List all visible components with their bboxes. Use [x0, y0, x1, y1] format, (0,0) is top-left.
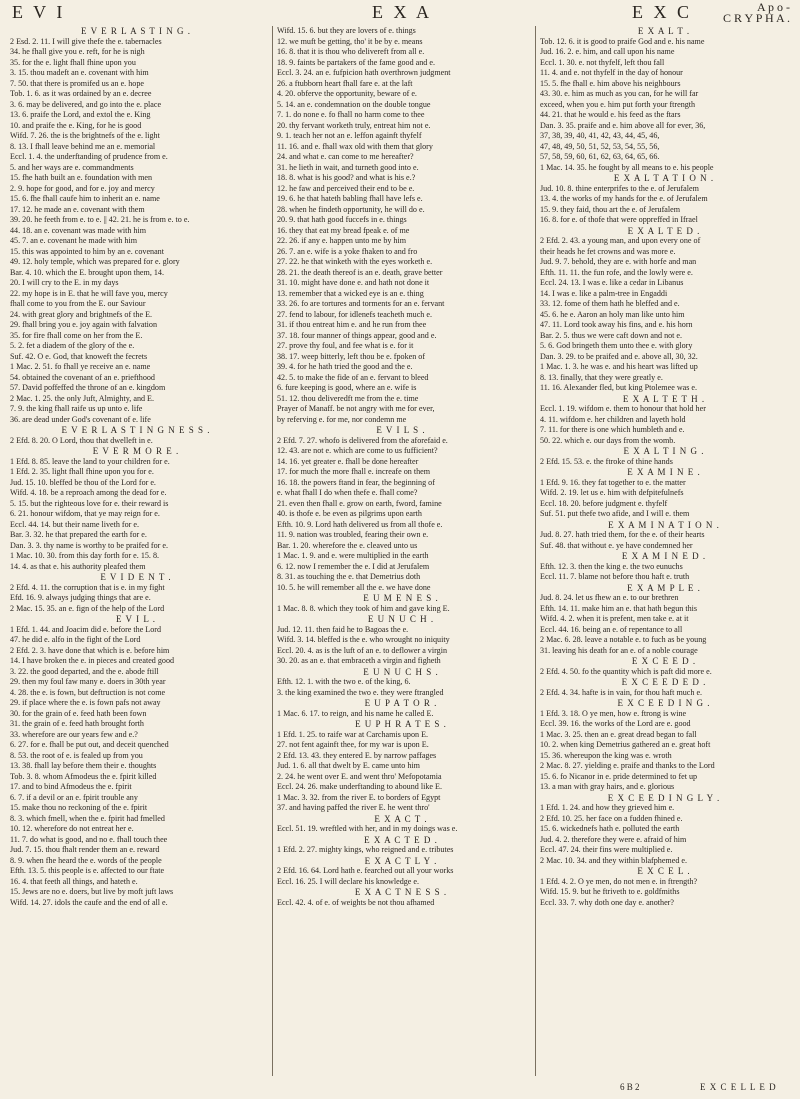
entry-heading: E U N U C H . [367, 614, 435, 624]
concordance-line: their heads he fet crowns and was more e. [540, 246, 676, 256]
concordance-line: fhall come to you from the E. our Saviour [10, 299, 146, 308]
concordance-line: Eccl. 3. 24. an e. fufpicion hath overthrown judgment [277, 68, 451, 77]
concordance-line: 1 Efd. 1. 24. and how they grieved him e. [540, 803, 675, 812]
concordance-line: 38. 17. weep bitterly, left thou be e. fpoken of [277, 351, 426, 361]
concordance-line: Jud. 8. 27. hath tried them, for the e. of their hearts [540, 530, 705, 539]
concordance-line: 11. 7. do what is good, and no e. fhall touch thee [10, 834, 168, 844]
concordance-line: Eccl. 1. 19. wifdom e. them to honour that hold her [540, 404, 706, 413]
concordance-line: 13. 38. fhall lay before them their e. thoughts [10, 761, 157, 770]
concordance-line: 12. he faw and perceived their end to be e. [277, 183, 415, 193]
concordance-line: Wifd. 15. 6. but they are lovers of e. things [277, 26, 416, 35]
concordance-line: Dan. 3. 3. thy name is worthy to be praifed for e. [10, 540, 169, 550]
concordance-line: 8. 53. the root of e. is fealed up from you [10, 750, 143, 760]
concordance-line: Efth. 12. 3. then the king e. the two eunuchs [540, 561, 683, 571]
concordance-line: Wifd. 2. 19. let us e. him with defpitefulnefs [540, 488, 684, 497]
concordance-line: 7. 50. that there is promifed us an e. hope [10, 78, 144, 88]
entry-heading: E X C E L . [637, 866, 691, 876]
concordance-line: 22. 26. if any e. happen unto me by him [277, 236, 407, 245]
concordance-line: 6. 7. if a devil or an e. fpirit trouble any [10, 792, 138, 802]
concordance-line: 12. we muft be getting, tho' it be by e. means [277, 36, 423, 46]
concordance-line: Eccl. 20. 4. as is the luft of an e. to deflower a virgin [277, 645, 447, 655]
entry-heading: E X C E E D E D . [621, 677, 707, 687]
page-header [0, 0, 800, 24]
entry-heading: E V E R M O R E . [92, 446, 180, 456]
concordance-line: 51. 12. thou deliveredft me from the e. time [277, 393, 419, 403]
concordance-line: 37, 38, 39, 40, 41, 42, 43, 44, 45, 46, [540, 131, 660, 140]
concordance-line: 45. 6. he e. Aaron an holy man like unto him [540, 309, 685, 319]
concordance-line: 33. 12. fome of them hath he bleffed and e. [540, 299, 680, 308]
column-right [535, 26, 788, 1076]
concordance-line: 14. I was e. like a palm-tree in Engaddi [540, 288, 668, 298]
concordance-line: 1 Mac. 1. 9. and e. were multiplied in the earth [277, 551, 429, 560]
entry-heading: E X A C T L Y . [364, 855, 438, 866]
concordance-line: 5. 15. but the righteous love for e. their reward is [10, 498, 169, 508]
catchword: E X C E L L E D [700, 1082, 777, 1092]
concordance-line: Eccl. 24. 26. make underftanding to abound like E. [277, 782, 442, 791]
concordance-line: 14. 4. as that e. his authority pleafed them [10, 561, 146, 571]
concordance-line: Jud. 15. 10. bleffed be thou of the Lord for e. [10, 477, 156, 487]
concordance-line: Eccl. 16. 25. I will declare his knowledge e. [277, 876, 420, 886]
concordance-line: 1 Mac. 8. 8. which they took of him and gave king E. [277, 603, 450, 613]
concordance-line: 2 Efd. 2. 43. a young man, and upon every one of [540, 236, 701, 245]
concordance-line: 20. I will cry to the E. in my days [10, 278, 119, 287]
concordance-line: 11. 16. Alexander fled, but king Ptolemee was e. [540, 383, 698, 392]
concordance-line: 1 Mac. 14. 35. he fought by all means to e. his people [540, 162, 714, 172]
entry-heading: E X A M I N E D . [621, 551, 707, 561]
concordance-line: 47. he did e. alfo in the fight of the Lord [10, 635, 141, 644]
concordance-line: 3. 22. the good departed, and the e. abode ftill [10, 666, 159, 676]
concordance-line: Bar. 4. 10. which the E. brought upon them, 14. [10, 267, 164, 277]
concordance-line: 11. 16. and e. fhall wax old with them that glory [277, 141, 433, 151]
concordance-line: 16. 8. for e. of thofe that were oppreffed in Ifrael [540, 215, 698, 224]
concordance-line: 29. if place where the e. is fown pafs not away [10, 698, 161, 707]
concordance-line: Efth. 14. 11. make him an e. that hath begun this [540, 603, 698, 613]
concordance-line: 13. 6. praife the Lord, and extol the e. King [10, 110, 151, 119]
concordance-line: Eccl. 44. 16. being an e. of repentance to all [540, 624, 683, 634]
concordance-line: 8. 31. as touching the e. that Demetrius doth [277, 572, 421, 581]
concordance-line: Eccl. 33. 7. why doth one day e. another? [540, 897, 674, 907]
concordance-line: e. what fhall I do when thefe e. fhall come? [277, 488, 418, 497]
entry-heading: E V E R L A S T I N G N E S S . [61, 425, 211, 435]
concordance-line: 2 Efd. 4. 11. the corruption that is e. in my fight [10, 582, 165, 592]
column-left [10, 26, 262, 1076]
concordance-line: 33. 26. fo are tortures and torments for an e. fervant [277, 299, 445, 308]
concordance-line: Suf. 48. that without e. ye have condemned her [540, 540, 693, 550]
concordance-line: Eccl. 18. 20. before judgment e. thyfelf [540, 498, 668, 508]
entry-heading: E U P A T O R . [364, 698, 438, 708]
concordance-line: 1 Efd. 9. 16. they fat together to e. the matter [540, 477, 686, 487]
concordance-line: 4. 11. wifdom e. her children and layeth hold [540, 414, 686, 424]
running-head-right: E X C [632, 2, 692, 22]
concordance-line: 2 Mac. 1. 25. the only Juft, Almighty, and E. [10, 393, 155, 403]
concordance-line: 16. 8. that it is thou who delivereft from all e. [277, 47, 425, 56]
concordance-line: 12. 43. are not e. which are come to us fufficient? [277, 446, 438, 455]
concordance-line: 4. 28. the e. is fown, but deftruction is not come [10, 687, 166, 697]
entry-heading: E X A L T E D . [627, 225, 701, 236]
concordance-line: 47, 48, 49, 50, 51, 52, 53, 54, 55, 56, [540, 141, 660, 151]
concordance-line: 7. 11. for there is one which humbleth and e. [540, 425, 685, 434]
concordance-line: 8. 13. I fhall leave behind me an e. memorial [10, 141, 156, 151]
concordance-line: 2 Efd. 13. 43. they entered E. by narrow paffages [277, 750, 437, 760]
signature-mark: 6 B 2 [620, 1082, 640, 1092]
concordance-line: 47. 11. Lord took away his fins, and e. his horn [540, 320, 693, 329]
concordance-line: 16. 4. that feeth all things, and hateth e. [10, 876, 138, 886]
entry-heading: E X A M I N E . [627, 467, 701, 477]
concordance-line: 6. 27. for e. fhall be put out, and deceit quenched [10, 740, 169, 749]
concordance-line: 1 Mac. 1. 3. he was e. and his heart was lifted up [540, 362, 698, 371]
concordance-line: 13. a man with gray hairs, and e. glorious [540, 782, 675, 791]
running-head-center: E X A [372, 2, 432, 22]
concordance-line: 26. 7. an e. wife is a yoke fhaken to and fro [277, 246, 418, 256]
concordance-line: 15. 6. wickednefs hath e. polluted the earth [540, 824, 680, 833]
concordance-line: 10. 5. he will remember all the e. we have done [277, 582, 431, 592]
concordance-line: 2 Efd. 16. 64. Lord hath e. fearched out all your works [277, 866, 454, 875]
concordance-line: 31. he lieth in wait, and turneth good into e. [277, 162, 419, 172]
concordance-line: Wifd. 14. 27. idols the caufe and the end of all e. [10, 897, 168, 907]
concordance-line: 1 Mac. 3. 25. then an e. great dread began to fall [540, 729, 697, 739]
concordance-line: 3. 15. thou madeft an e. covenant with him [10, 68, 149, 77]
concordance-line: 28. 21. the death thereof is an e. death, grave better [277, 267, 443, 277]
concordance-line: 35. for fire fhall come on her from the E. [10, 330, 143, 340]
entry-heading: E V I D E N T . [100, 572, 172, 582]
entry-heading: E X A C T N E S S . [354, 887, 448, 897]
concordance-line: 11. 4. and e. not thyfelf in the day of honour [540, 68, 683, 77]
concordance-line: 31. 10. might have done e. and hath not done it [277, 278, 430, 287]
concordance-line: 1 Efd. 4. 2. O ye men, do not men e. in ftrength? [540, 876, 698, 886]
concordance-line: Jud. 7. 15. thou fhalt render them an e. reward [10, 845, 160, 854]
concordance-line: 29. fhall bring you e. joy again with falvation [10, 320, 158, 329]
concordance-line: Eccl. 39. 16. the works of the Lord are e. good [540, 719, 691, 728]
concordance-line: 10. 12. wherefore do not entreat her e. [10, 824, 134, 833]
concordance-line: 18. 9. faints be partakers of the fame good and e. [277, 57, 435, 67]
concordance-line: 8. 13. finally, that they were greatly e. [540, 372, 663, 382]
concordance-line: 27. prove thy foul, and fee what is e. for it [277, 341, 414, 350]
concordance-line: 3. the king examined the two e. they were ftrangled [277, 687, 444, 697]
concordance-line: 1 Efd. 3. 18. O ye men, how e. ftrong is wine [540, 708, 687, 718]
concordance-line: 30. 20. as an e. that embraceth a virgin and figheth [277, 656, 441, 665]
concordance-line: 7. 1. do none e. fo fhall no harm come to thee [277, 110, 425, 119]
concordance-line: Efth. 11. 11. the fun rofe, and the lowly were e. [540, 267, 693, 277]
entry-heading: E U N U C H S . [363, 666, 439, 677]
entry-heading: E X A L T I N G . [623, 446, 705, 456]
concordance-line: 24. and what e. can come to me hereafter? [277, 152, 414, 161]
concordance-line: 8. 9. when fhe heard the e. words of the people [10, 855, 162, 865]
concordance-line: 5. 6. God bringeth them unto thee e. with glory [540, 341, 693, 350]
concordance-line: 1 Mac. 10. 30. from this day forth for e. 15. 8. [10, 551, 160, 560]
concordance-line: 2 Mac. 6. 28. leave a notable e. to fuch as be young [540, 635, 707, 644]
concordance-line: by referving e. for me, nor condemn me [277, 414, 407, 424]
concordance-line: 6. 21. honour wifdom, that ye may reign for e. [10, 509, 160, 518]
entry-heading: E X A M P L E . [627, 582, 701, 593]
concordance-line: 15. 36. whereupon the king was e. wroth [540, 750, 672, 760]
concordance-line: 2 Efd. 7. 27. whofo is delivered from the aforefaid e. [277, 435, 448, 445]
concordance-line: 35. for the e. light fhall fhine upon you [10, 57, 136, 67]
entry-heading: E X C E E D I N G L Y . [607, 792, 721, 803]
concordance-line: 13. 4. the works of my hands for the e. of Jerufalem [540, 194, 708, 203]
concordance-line: Eccl. 1. 30. e. not thyfelf, left thou fall [540, 57, 665, 67]
concordance-line: 31. if thou entreat him e. and he run from thee [277, 320, 427, 329]
concordance-line: 14. I have broken the e. in pieces and created good [10, 656, 175, 665]
entry-heading: E U P H R A T E S . [355, 719, 447, 729]
concordance-line: Eccl. 42. 4. of e. of weights be not thou afhamed [277, 897, 435, 907]
concordance-line: 37. and having paffed the river E. he went thro' [277, 803, 430, 812]
concordance-line: 15. 6. fhe fhall caufe him to inherit an e. name [10, 194, 160, 203]
concordance-line: Wifd. 4. 18. be a reproach among the dead for e. [10, 488, 167, 497]
concordance-line: Wifd. 4. 2. when it is prefent, men take e. at it [540, 614, 689, 623]
concordance-line: 5. 14. an e. condemnation on the double tongue [277, 99, 431, 109]
concordance-line: 34. he fhall give you e. reft, for he is nigh [10, 47, 145, 56]
concordance-line: Jud. 4. 2. therefore they were e. afraid of him [540, 834, 687, 844]
concordance-line: Suf. 42. O e. God, that knoweft the fecrets [10, 351, 148, 361]
concordance-line: 57, 58, 59, 60, 61, 62, 63, 64, 65, 66. [540, 152, 660, 161]
concordance-line: 5. and her ways are e. commandments [10, 162, 134, 172]
concordance-line: 9. 1. teach her not an e. leffon againft thyfelf [277, 131, 422, 140]
concordance-line: 2. 24. he went over E. and went thro' Mefopotamia [277, 771, 442, 781]
concordance-line: Jud. 8. 24. let us fhew an e. to our brethren [540, 593, 679, 602]
entry-heading: E X A C T E D . [364, 834, 438, 845]
concordance-line: Eccl. 11. 7. blame not before thou haft e. truth [540, 572, 690, 581]
concordance-line: 19. 6. he that hateth babling fhall have lefs e. [277, 194, 423, 203]
concordance-line: 57. David poffeffed the throne of an e. kingdom [10, 383, 166, 392]
entry-heading: E X A L T A T I O N . [613, 173, 715, 183]
concordance-line: 37. 18. four manner of things appear, good and e. [277, 330, 437, 340]
concordance-line: 6. fure keeping is good, where an e. wife is [277, 383, 417, 392]
concordance-line: 39. 4. for he hath tried the good and the e. [277, 362, 413, 371]
concordance-line: Wifd. 7. 26. the is the brightnefs of the e. light [10, 131, 160, 140]
concordance-line: Jud. 9. 7. behold, they are e. with horfe and man [540, 257, 697, 266]
concordance-line: 31. leaving his death for an e. of a noble courage [540, 645, 698, 655]
entry-heading: E X A L T E T H . [622, 393, 706, 404]
column-middle [272, 26, 525, 1076]
concordance-line: Bar. 1. 20. wherefore the e. cleaved unto us [277, 540, 418, 550]
entry-heading: E V I L S . [376, 425, 426, 435]
concordance-line: 1 Efd. 8. 85. leave the land to your children for e. [10, 456, 170, 466]
concordance-line: 16. they that eat my bread fpeak e. of me [277, 225, 410, 235]
entry-heading: E X A M I N A T I O N . [608, 519, 720, 530]
concordance-line: Eccl. 1. 4. the underftanding of prudence from e. [10, 152, 168, 161]
concordance-line: 33. wherefore are our years few and e.? [10, 729, 138, 739]
page-footer [0, 1082, 800, 1096]
concordance-line: 15. Jews are no e. doers, but live by moft juft laws [10, 887, 174, 896]
concordance-line: 15. make thou no reckoning of the e. fpirit [10, 803, 148, 812]
entry-heading: E X C E E D . [631, 656, 697, 666]
concordance-line: 14. 16. yet greater e. fhall be done hereafter [277, 456, 419, 466]
concordance-line: 10. 2. when king Demetrius gathered an e. great hoft [540, 740, 711, 749]
concordance-line: Jud. 10. 8. thine enterprifes to the e. of Jerufalem [540, 183, 699, 193]
entry-heading: E X A L T . [637, 26, 691, 36]
concordance-line: 30. for the grain of e. feed hath been fown [10, 708, 147, 718]
concordance-line: Dan. 3. 29. to be praifed and e. above all, 30, 32. [540, 351, 698, 361]
concordance-line: 20. 9. that hath good fuccefs in e. things [277, 215, 407, 224]
concordance-line: 2 Efd. 10. 25. her face on a fudden fhined e. [540, 813, 683, 823]
concordance-line: Jud. 16. 2. e. him, and call upon his name [540, 47, 675, 56]
concordance-line: 4. 20. obferve the opportunity, beware of e. [277, 89, 417, 98]
concordance-line: 2 Efd. 8. 20. O Lord, thou that dwelleft in e. [10, 435, 153, 445]
concordance-line: 15. this was appointed to him by an e. covenant [10, 246, 164, 256]
concordance-line: Prayer of Manaff. be not angry with me for ever, [277, 404, 435, 413]
concordance-line: 40. is thofe e. be even as pilgrims upon earth [277, 509, 422, 518]
concordance-line: Tob. 1. 6. as it was ordained by an e. decree [10, 89, 152, 98]
concordance-line: 2 Efd. 4. 50. fo the quantity which is paft did more e. [540, 666, 712, 676]
concordance-line: Jud. 1. 6. all that dwelt by E. came unto him [277, 761, 420, 770]
concordance-line: 1 Efd. 2. 35. light fhall fhine upon you for e. [10, 467, 154, 476]
concordance-line: 2 Efd. 2. 3. have done that which is e. before him [10, 645, 170, 655]
concordance-line: 17. for much the more fhall e. increafe on them [277, 467, 431, 476]
concordance-line: Tob. 3. 8. whom Afmodeus the e. fpirit killed [10, 771, 157, 781]
concordance-line: 6. 12. now I remember the e. I did at Jerufalem [277, 561, 430, 571]
concordance-line: 15. fhe hath built an e. foundation with men [10, 173, 153, 182]
concordance-line: 43. 30. e. him as much as you can, for he will far [540, 89, 699, 98]
concordance-line: 2 Efd. 4. 34. hafte is in vain, for thou haft much e. [540, 687, 703, 697]
concordance-line: 1 Efd. 1. 44. and Joacim did e. before the Lord [10, 624, 162, 634]
concordance-line: 17. 12. he made an e. covenant with them [10, 204, 145, 214]
concordance-line: 15. 6. fo Nicanor in e. pride determined to fet up [540, 771, 698, 781]
concordance-line: Efth. 13. 5. this people is e. affected to our ftate [10, 866, 165, 875]
concordance-line: 2 Mac. 15. 35. an e. fign of the help of the Lord [10, 603, 165, 613]
concordance-line: 3. 6. may be delivered, and go into the e. place [10, 99, 162, 109]
concordance-line: 1 Mac. 2. 51. fo fhall ye receive an e. name [10, 362, 151, 371]
concordance-line: 29. then my foul faw many e. doers in 30th year [10, 677, 166, 686]
entry-heading: E U M E N E S . [363, 593, 439, 603]
concordance-line: Eccl. 47. 24. their fins were multiplied e. [540, 845, 673, 854]
concordance-line: Eccl. 24. 13. I was e. like a cedar in Libanus [540, 278, 684, 287]
concordance-line: 18. 8. what is his good? and what is his e.? [277, 173, 416, 182]
concordance-line: Efd. 16. 9. always judging things that are e. [10, 593, 151, 602]
concordance-line: Bar. 3. 32. he that prepared the earth for e. [10, 530, 147, 539]
concordance-line: 28. when he findeth opportunity, he will do e. [277, 204, 425, 214]
concordance-line: Jud. 12. 11. then faid he to Bagoas the e. [277, 624, 409, 634]
concordance-line: 49. 12. holy temple, which was prepared for e. glory [10, 257, 180, 266]
concordance-line: 7. 9. the king fhall raife us up unto e. life [10, 404, 143, 413]
concordance-line: 39. 20. he feeth from e. to e. || 42. 21. he is from e. to e. [10, 215, 190, 224]
concordance-line: Efth. 12. 1. with the two e. of the king, 6. [277, 677, 411, 686]
concordance-line: 22. my hope is in E. that he will fave you, mercy [10, 288, 168, 298]
concordance-line: Efth. 10. 9. Lord hath delivered us from all thofe e. [277, 519, 443, 529]
concordance-line: 16. 18. the powers ftand in fear, the beginning of [277, 477, 435, 487]
concordance-line: 2 Efd. 15. 53. e. the ftroke of thine hands [540, 456, 673, 466]
concordance-line: 20. thy fervant worketh truly, entreat him not e. [277, 120, 431, 130]
concordance-line: 27. not fent againft thee, for my war is upon E. [277, 740, 429, 749]
concordance-line: 11. 9. nation was troubled, fearing their own e. [277, 530, 429, 539]
concordance-line: Tob. 12. 6. it is good to praife God and e. his name [540, 36, 705, 46]
concordance-line: Bar. 2. 5. thus we were caft down and not e. [540, 330, 683, 340]
entry-heading: E X C E E D I N G . [617, 698, 711, 708]
concordance-line: 24. with great glory and brightnefs of the E. [10, 309, 153, 319]
concordance-line: 21. even then fhall e. grow on earth, fword, famine [277, 498, 442, 508]
entry-heading: E V E R L A S T I N G . [80, 26, 192, 36]
concordance-line: 27. 22. he that winketh with the eyes worketh e. [277, 257, 433, 266]
concordance-line: 17. and to bind Afmodeus the e. fpirit [10, 782, 132, 791]
concordance-line: 45. 7. an e. covenant he made with him [10, 236, 137, 245]
entry-heading: E X A C T . [374, 813, 428, 824]
concordance-line: Eccl. 44. 14. but their name liveth for e. [10, 519, 140, 529]
concordance-line: 13. remember that a wicked eye is an e. thing [277, 288, 424, 298]
concordance-line: Eccl. 51. 19. wreftled with her, and in my doings was e. [277, 824, 458, 833]
concordance-line: Wifd. 15. 9. but he ftriveth to e. goldfmiths [540, 887, 680, 896]
concordance-line: 2 Mac. 8. 27. yielding e. praife and thanks to the Lord [540, 761, 715, 770]
concordance-line: 5. 2. fet a diadem of the glory of the e. [10, 341, 135, 350]
concordance-line: Dan. 3. 35. praife and e. him above all for ever, 36, [540, 120, 706, 130]
concordance-line: 8. 3. which fmell, when the e. fpirit had fmelled [10, 813, 165, 823]
concordance-line: 2. 9. hope for good, and for e. joy and mercy [10, 183, 155, 193]
concordance-line: 36. are dead under God's covenant of e. life [10, 414, 151, 424]
concordance-line: Suf. 51. put thefe two afide, and I will e. them [540, 509, 690, 518]
concordance-line: 2 Mac. 10. 34. and they within blafphemed e. [540, 855, 687, 865]
concordance-line: 1 Mac. 3. 32. from the river E. to borders of Egypt [277, 792, 441, 802]
concordance-line: 1 Mac. 6. 17. to reign, and his name he called E. [277, 708, 434, 718]
entry-heading: E V I L . [115, 614, 157, 624]
concordance-line: 44. 21. that he would e. his feed as the ftars [540, 110, 681, 119]
running-head-left: E V I [12, 2, 66, 22]
concordance-line: 1 Efd. 1. 25. to raife war at Carchamis upon E. [277, 729, 429, 739]
section-label: A p o - C R Y P H A . [722, 0, 790, 25]
concordance-line: 27. fend to labour, for idlenefs teacheth much e. [277, 309, 432, 319]
concordance-line: 10. and praife the e. King, for he is good [10, 120, 142, 130]
concordance-line: Wifd. 3. 14. bleffed is the e. who wrought no iniquity [277, 635, 450, 644]
concordance-line: 15. 5. fhe fhall e. him above his neighbours [540, 78, 681, 88]
concordance-line: 26. a ftubborn heart fhall fare e. at the laft [277, 78, 413, 88]
concordance-line: 50. 22. which e. our days from the womb. [540, 435, 676, 445]
concordance-line: 31. the grain of e. feed hath brought forth [10, 719, 144, 728]
concordance-line: 42. 5. to make the fide of an e. fervant to bleed [277, 372, 429, 382]
concordance-line: 1 Efd. 2. 27. mighty kings, who reigned and e. tributes [277, 845, 454, 854]
concordance-line: 54. obtained the covenant of an e. priefthood [10, 372, 155, 382]
concordance-line: 15. 9. they faid, thou art the e. of Jerufalem [540, 204, 681, 214]
concordance-line: 44. 18. an e. covenant was made with him [10, 225, 146, 235]
concordance-line: exceed, when you e. him put forth your ftrength [540, 99, 696, 109]
concordance-line: 2 Esd. 2. 11. I will give thefe the e. tabernacles [10, 36, 162, 46]
